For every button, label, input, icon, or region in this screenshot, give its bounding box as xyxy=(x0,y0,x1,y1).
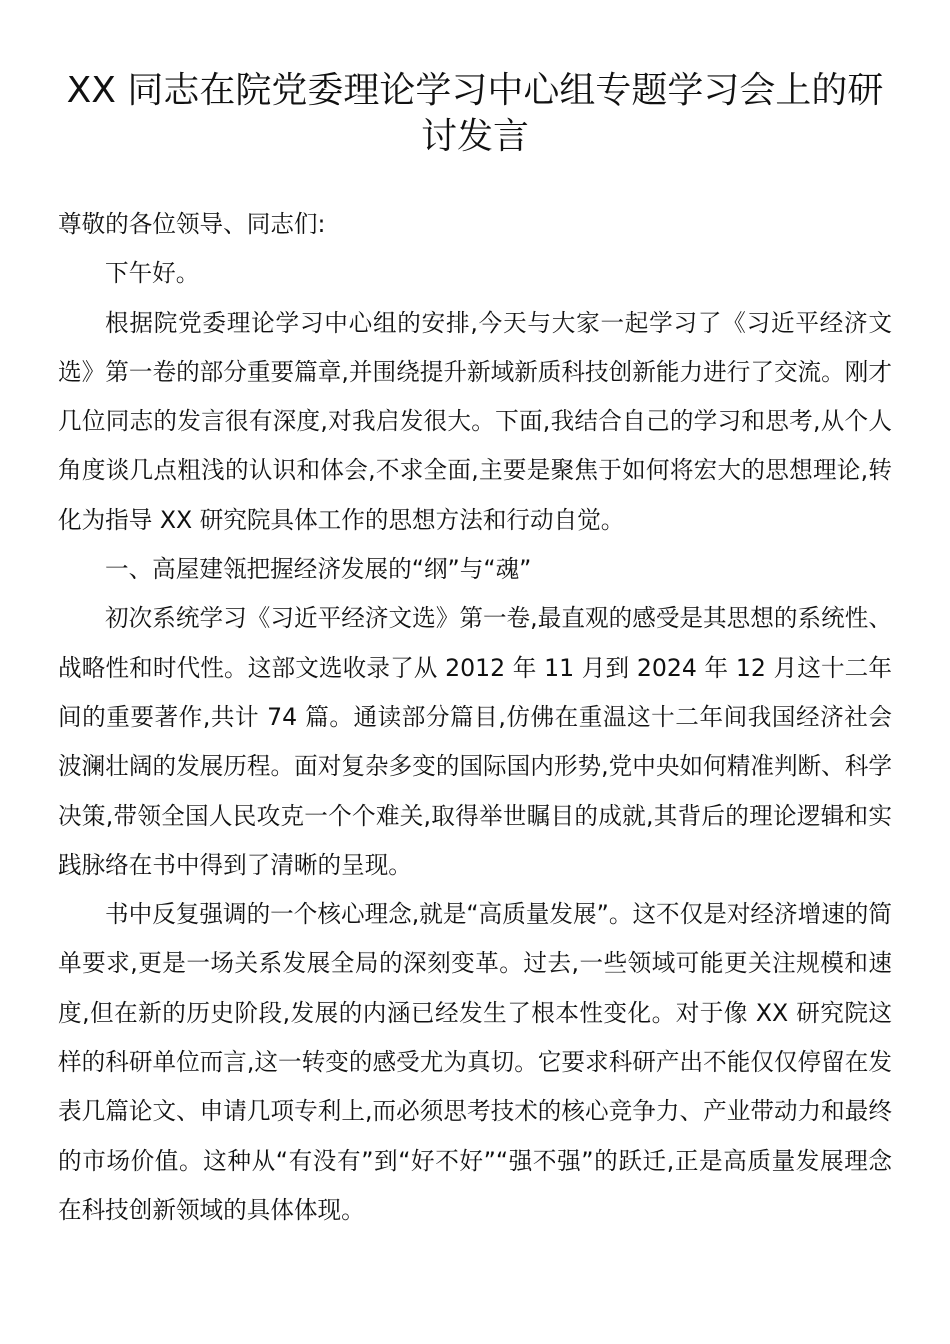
paragraph-section1-a: 初次系统学习《习近平经济文选》第一卷,最直观的感受是其思想的系统性、战略性和时代性。这部文选收录了从 2012 年 11 月到 2024 年 12 月这十二年间的重要著作,共计 74 篇。通读部分篇目,仿佛在重温这十二年间我国经济社会波澜壮阔的发展历程。面对复杂多变的国际国内形势,党中央如何精准判断、科学决策,带领全国人民攻克一个个难关,取得举世瞩目的成就,其背后的理论逻辑和实践脉络在书中得到了清晰的呈现。 xyxy=(58,604,892,879)
paragraph-intro: 根据院党委理论学习中心组的安排,今天与大家一起学习了《习近平经济文选》第一卷的部分重要篇章,并围绕提升新域新质科技创新能力进行了交流。刚才几位同志的发言很有深度,对我启发很大。下面,我结合自己的学习和思考,从个人角度谈几点粗浅的认识和体会,不求全面,主要是聚焦于如何将宏大的思想理论,转化为指导 XX 研究院具体工作的思想方法和行动自觉。 xyxy=(58,308,892,534)
document-page xyxy=(58,0,892,1235)
salutation: 尊敬的各位领导、同志们: xyxy=(58,210,326,238)
document-title: XX 同志在院党委理论学习中心组专题学习会上的研讨发言 xyxy=(66,70,884,157)
document-body xyxy=(58,200,892,1235)
greeting: 下午好。 xyxy=(105,259,200,288)
paragraph-section1-b: 书中反复强调的一个核心理念,就是“高质量发展”。这不仅是对经济增速的简单要求,更是一场关系发展全局的深刻变革。过去,一些领域可能更关注规模和速度,但在新的历史阶段,发展的内涵已经发生了根本性变化。对于像 XX 研究院这样的科研单位而言,这一转变的感受尤为真切。它要求科研产出不能仅仅停留在发表几篇论文、申请几项专利上,而必须思考技术的核心竞争力、产业带动力和最终的市场价值。这种从“有没有”到“好不好”“强不强”的跃迁,正是高质量发展理念在科技创新领域的具体体现。 xyxy=(58,900,892,1224)
section-heading-1: 一、高屋建瓴把握经济发展的“纲”与“魂” xyxy=(105,555,532,584)
